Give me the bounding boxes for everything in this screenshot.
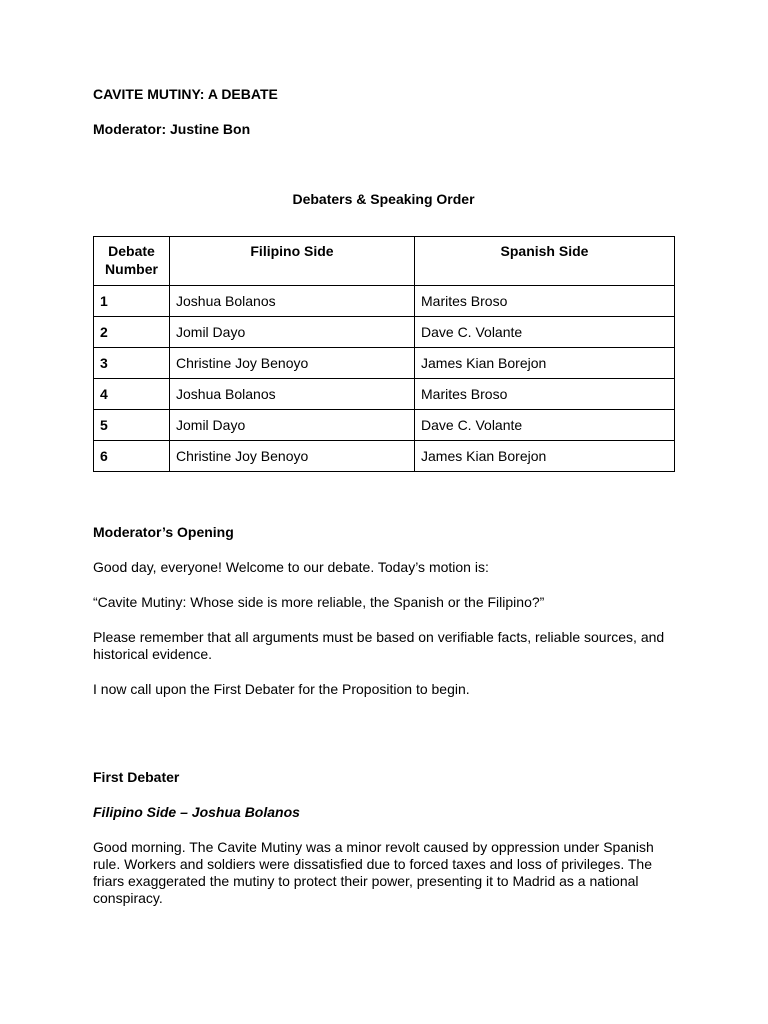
opening-heading: Moderator’s Opening [93, 524, 234, 540]
table-row [94, 286, 675, 317]
table-header-row [94, 237, 675, 286]
cell-filipino: Christine Joy Benoyo [170, 441, 415, 472]
opening-motion: “Cavite Mutiny: Whose side is more reliable, the Spanish or the Filipino?” [93, 594, 545, 610]
cell-filipino: Christine Joy Benoyo [170, 348, 415, 379]
cell-filipino: Jomil Dayo [170, 317, 415, 348]
header-spanish-side: Spanish Side [415, 237, 675, 286]
cell-number: 2 [94, 317, 170, 348]
opening-greeting: Good day, everyone! Welcome to our debate. Today’s motion is: [93, 559, 489, 575]
cell-number: 3 [94, 348, 170, 379]
table-row [94, 410, 675, 441]
cell-number: 1 [94, 286, 170, 317]
header-debate-number: Debate Number [94, 237, 170, 286]
cell-spanish: Marites Broso [415, 286, 675, 317]
first-speech: Good morning. The Cavite Mutiny was a minor revolt caused by oppression under Spanish rule. Workers and soldiers were dissatisfied due to forced taxes and loss of privileges. The friars exaggerated the mutiny to protect their power, presenting it to Madrid as a national conspiracy. [93, 839, 654, 906]
document-page [93, 86, 675, 907]
opening-call: I now call upon the First Debater for the Proposition to begin. [93, 681, 470, 697]
header-filipino-side: Filipino Side [170, 237, 415, 286]
speaking-order-table [93, 236, 675, 472]
first-speaker: Filipino Side – Joshua Bolanos [93, 804, 300, 820]
cell-spanish: Dave C. Volante [415, 317, 675, 348]
cell-number: 5 [94, 410, 170, 441]
table-row [94, 441, 675, 472]
cell-number: 6 [94, 441, 170, 472]
cell-filipino: Joshua Bolanos [170, 379, 415, 410]
table-heading: Debaters & Speaking Order [292, 191, 475, 207]
table-row [94, 317, 675, 348]
opening-remember: Please remember that all arguments must be based on verifiable facts, reliable sources, and historical evidence. [93, 629, 665, 662]
cell-spanish: James Kian Borejon [415, 441, 675, 472]
first-debater-heading: First Debater [93, 769, 180, 785]
document-title: CAVITE MUTINY: A DEBATE [93, 86, 278, 102]
cell-filipino: Jomil Dayo [170, 410, 415, 441]
cell-number: 4 [94, 379, 170, 410]
table-row [94, 379, 675, 410]
cell-filipino: Joshua Bolanos [170, 286, 415, 317]
cell-spanish: James Kian Borejon [415, 348, 675, 379]
moderator-line: Moderator: Justine Bon [93, 121, 251, 137]
table-row [94, 348, 675, 379]
cell-spanish: Dave C. Volante [415, 410, 675, 441]
cell-spanish: Marites Broso [415, 379, 675, 410]
